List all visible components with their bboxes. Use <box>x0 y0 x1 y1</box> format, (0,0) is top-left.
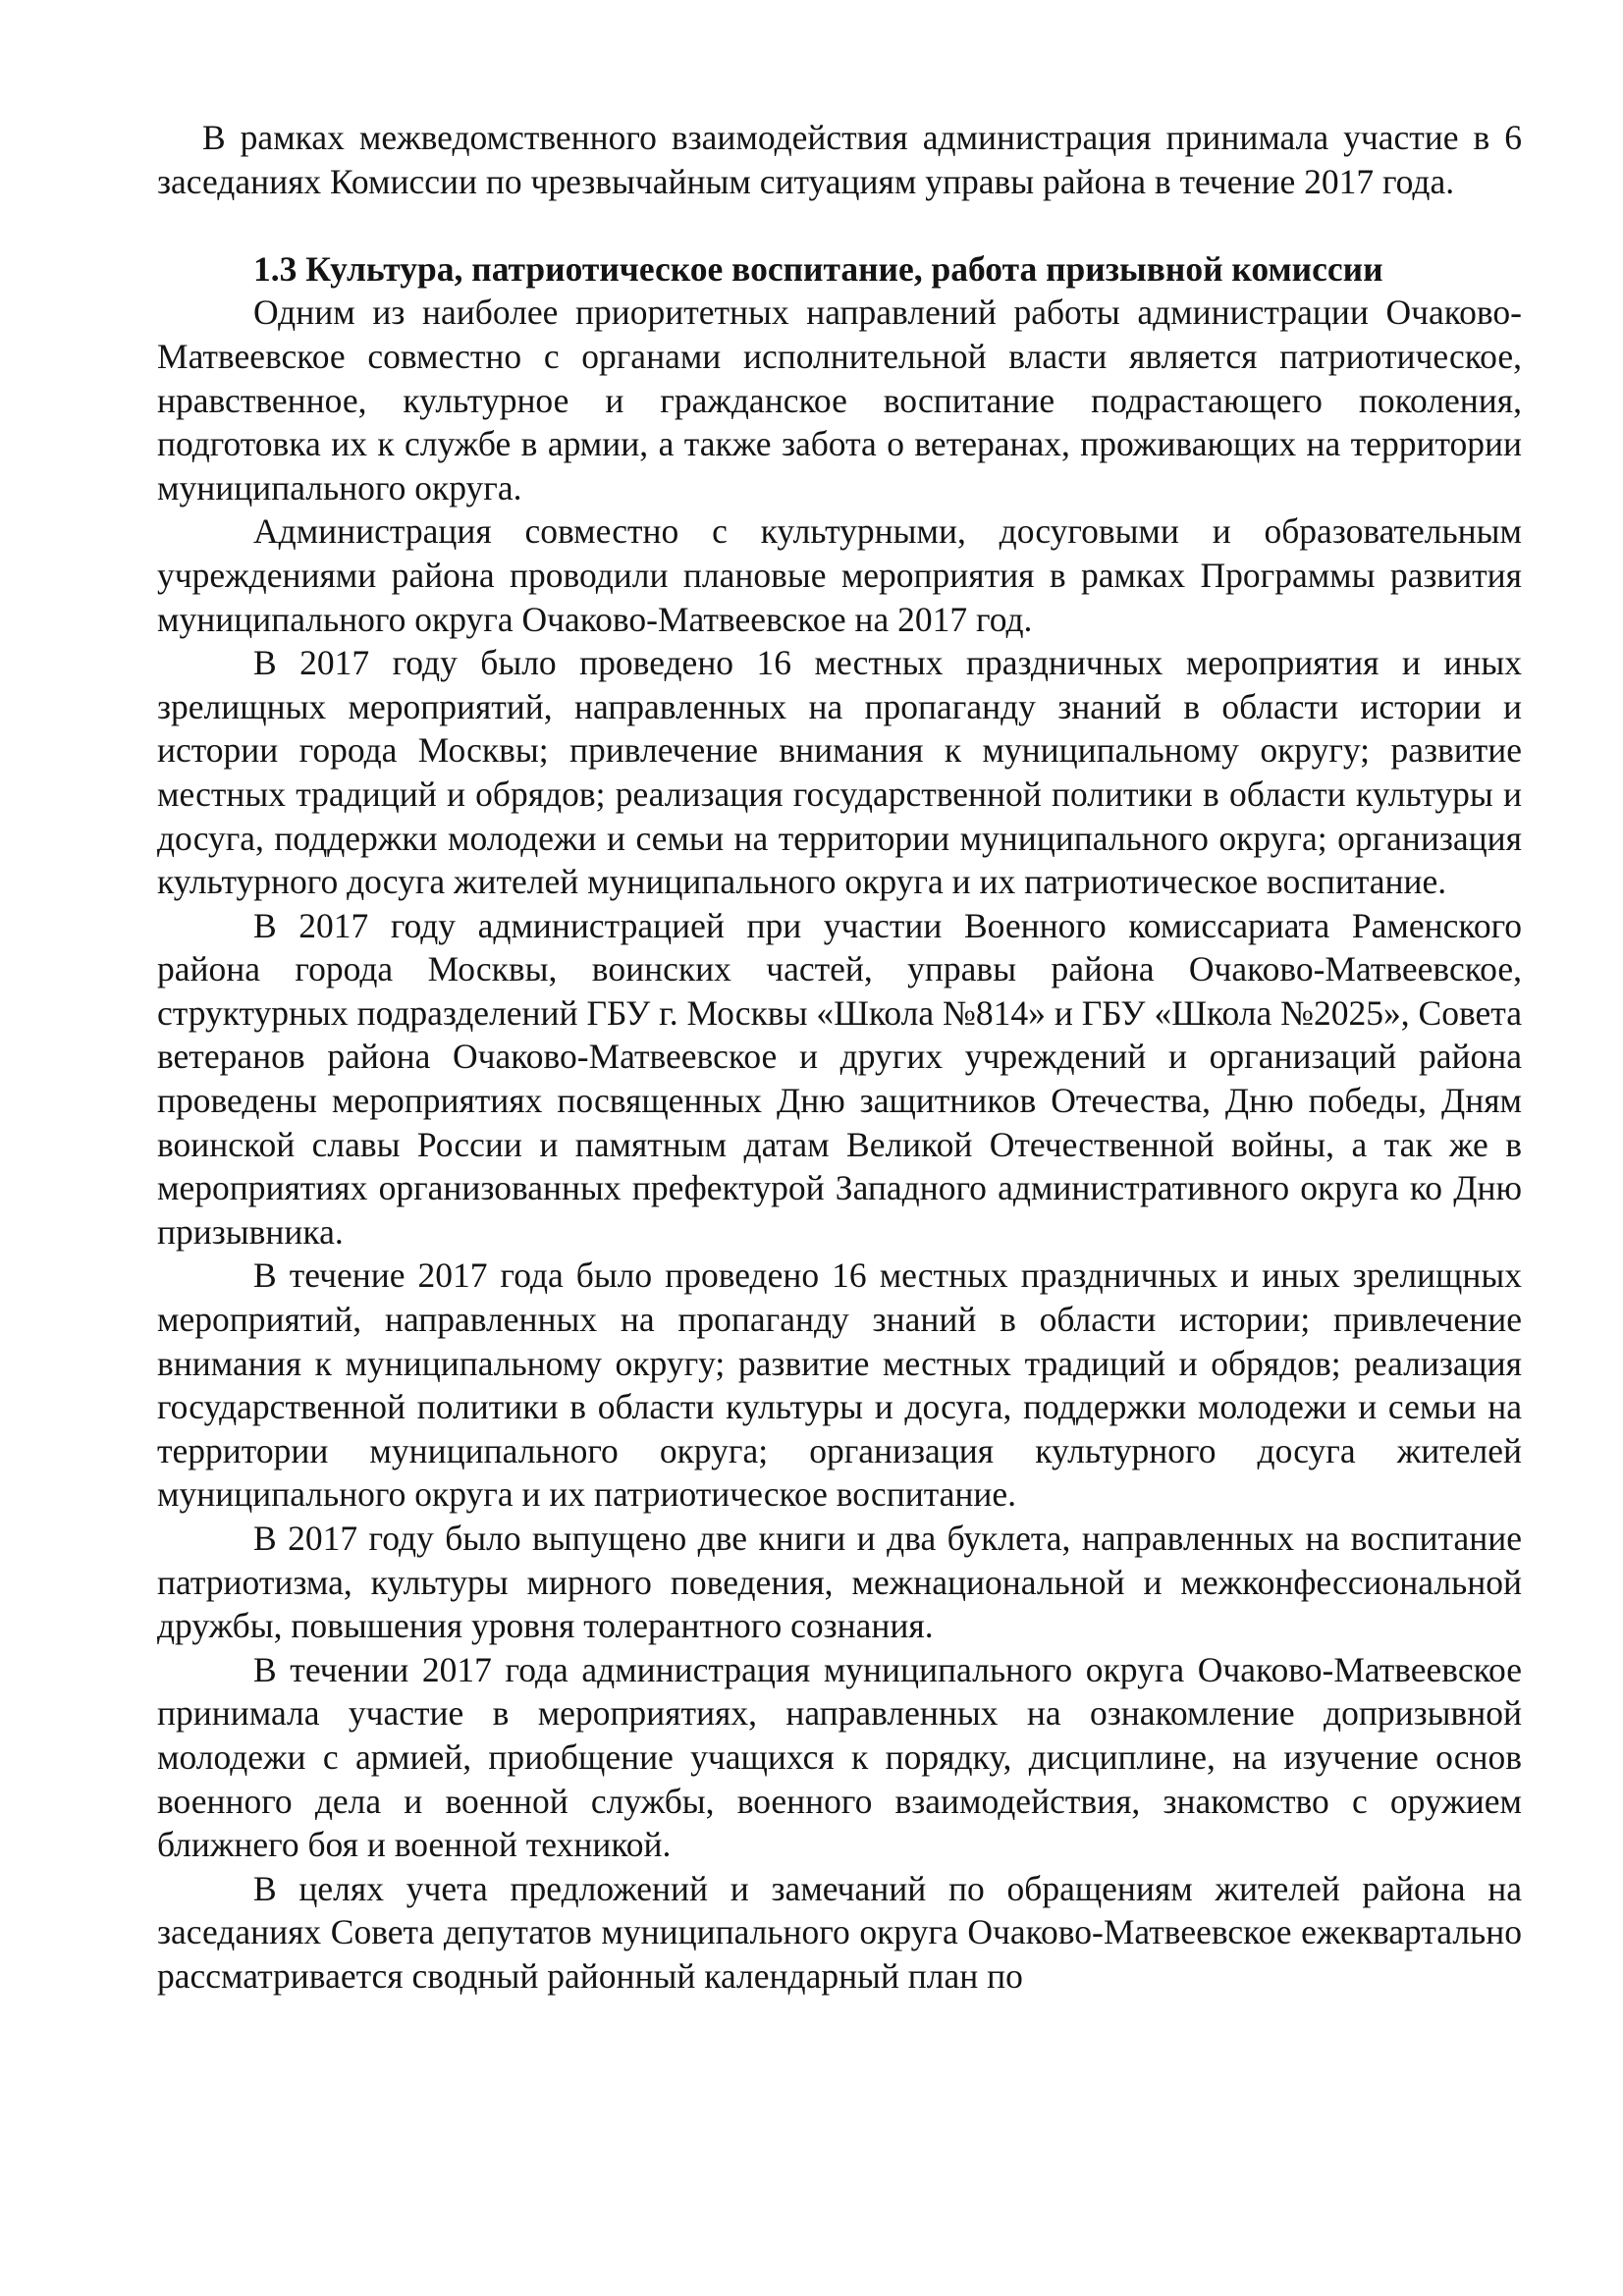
intro-paragraph: В рамках межведомственного взаимодействия администрация принимала участие в 6 заседаниях Комиссии по чрезвычайным ситуациям управы района в течение 2017 года. <box>157 118 1522 201</box>
paragraph-council-plan: В целях учета предложений и замечаний по обращениям жителей района на заседаниях Совета депутатов муниципального округа Очаково-Матвеевское ежеквартально рассматривается сводный районный календарный план по <box>157 1868 1522 1996</box>
paragraph-local-events: В течение 2017 года было проведено 16 местных праздничных и иных зрелищных мероприятий, направленных на пропаганду знаний в области истории; привлечение внимания к муниципальному округу; развитие местных традиций и обрядов; реализация государственной политики в области культуры и досуга, поддержки молодежи и семьи на территории муниципального округа; организация культурного досуга жителей муниципального округа и их патриотическое воспитание. <box>157 1255 1522 1515</box>
paragraph-priority-directions: Одним из наиболее приоритетных направлений работы администрации Очаково-Матвеевское совместно с органами исполнительной власти является патриотическое, нравственное, культурное и гражданское воспитание подрастающего поколения, подготовка их к службе в армии, а также забота о ветеранах, проживающих на территории муниципального округа. <box>157 293 1522 507</box>
section-heading: 1.3 Культура, патриотическое воспитание, работа призывной комиссии <box>253 248 1383 289</box>
paragraph-planned-events: Администрация совместно с культурными, досуговыми и образовательным учреждениями района проводили плановые мероприятия в рамках Программы развития муниципального округа Очаково-Матвеевское на 2017 год. <box>157 511 1522 639</box>
paragraph-pre-conscription: В течении 2017 года администрация муниципального округа Очаково-Матвеевское принимала участие в мероприятиях, направленных на ознакомление допризывной молодежи с армией, приобщение учащихся к порядку, дисциплине, на изучение основ военного дела и военной службы, военного взаимодействия, знакомство с оружием ближнего боя и военной техникой. <box>157 1649 1522 1865</box>
paragraph-festive-events: В 2017 году было проведено 16 местных праздничных мероприятия и иных зрелищных мероприятий, направленных на пропаганду знаний в области истории и истории города Москвы; привлечение внимания к муниципальному округу; развитие местных традиций и обрядов; реализация государственной политики в области культуры и досуга, поддержки молодежи и семьи на территории муниципального округа; организация культурного досуга жителей муниципального округа и их патриотическое воспитание. <box>157 643 1522 902</box>
document-page <box>157 116 1522 1999</box>
paragraph-books-booklets: В 2017 году было выпущено две книги и два буклета, направленных на воспитание патриотизма, культуры мирного поведения, межнациональной и межконфессиональной дружбы, повышения уровня толерантного сознания. <box>157 1519 1522 1646</box>
paragraph-military-commissariat: В 2017 году администрацией при участии Военного комиссариата Раменского района города Москвы, воинских частей, управы района Очаково-Матвеевское, структурных подразделений ГБУ г. Москвы «Школа №814» и ГБУ «Школа №2025», Совета ветеранов района Очаково-Матвеевское и других учреждений и организаций района проведены мероприятиях посвященных Дню защитников Отечества, Дню победы, Дням воинской славы России и памятным датам Великой Отечественной войны, а так же в мероприятиях организованных префектурой Западного административного округа ко Дню призывника. <box>157 905 1522 1252</box>
